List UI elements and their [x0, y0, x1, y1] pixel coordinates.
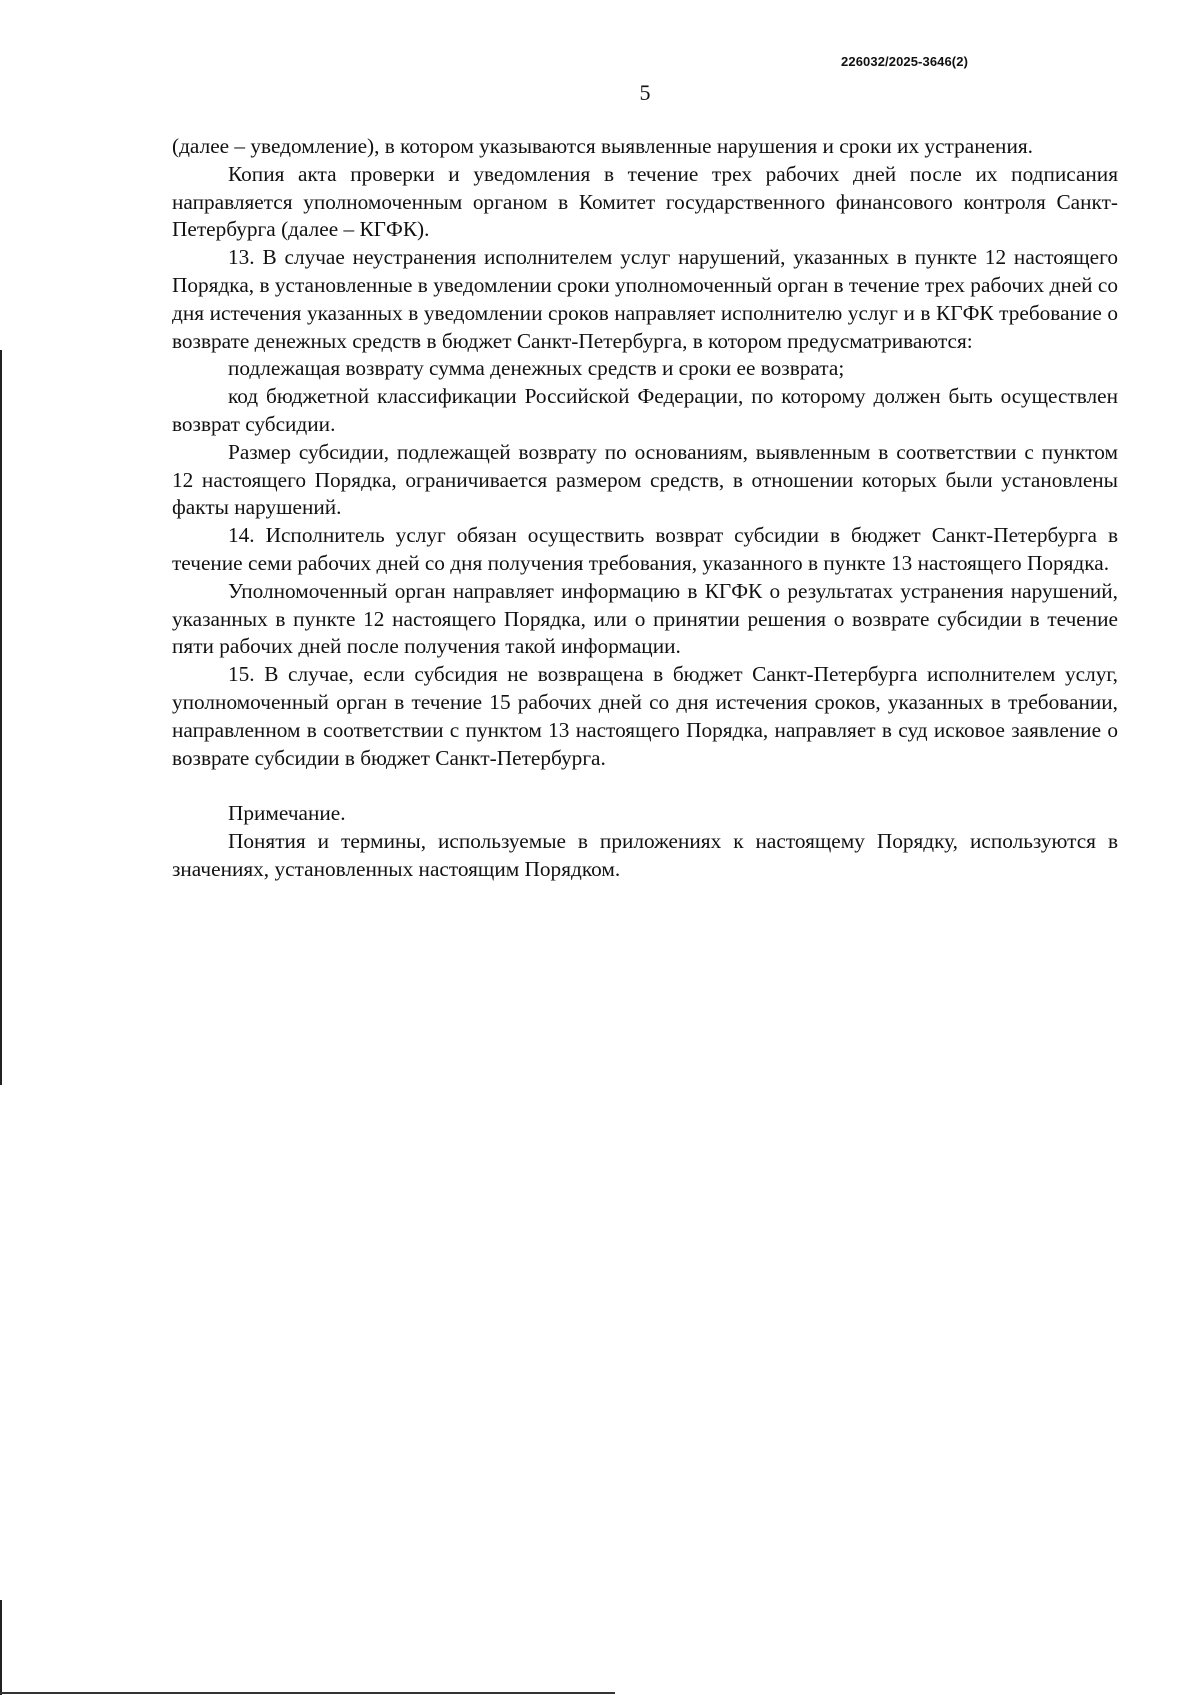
note-text: Понятия и термины, используемые в приложениях к настоящему Порядку, используются в значениях, установленных настоящим Порядком. [172, 829, 1118, 881]
scan-edge-line [0, 350, 2, 1085]
paragraph-item-15: 15. В случае, если субсидия не возвращена в бюджет Санкт-Петербурга исполнителем услуг, уполномоченный орган в течение 15 рабочих дней со дня истечения сроков, указанных в требовании, направленном в соответствии с пунктом 13 настоящего Порядка, направляет в суд исковое заявление о возврате субсидии в бюджет Санкт-Петербурга. [172, 662, 1118, 770]
scan-edge-line-lower [0, 1600, 2, 1695]
paragraph-budget-code: код бюджетной классификации Российской Федерации, по которому должен быть осуществлен возврат субсидии. [172, 384, 1118, 436]
note-title: Примечание. [228, 801, 346, 826]
paragraph-item-14: 14. Исполнитель услуг обязан осуществить возврат субсидии в бюджет Санкт-Петербурга в течение семи рабочих дней со дня получения требования, указанного в пункте 13 настоящего Порядка. [172, 523, 1118, 575]
document-body [172, 133, 1118, 884]
paragraph-refund-amount: подлежащая возврату сумма денежных средств и сроки ее возврата; [228, 356, 845, 381]
paragraph-authority-info: Уполномоченный орган направляет информацию в КГФК о результатах устранения нарушений, указанных в пункте 12 настоящего Порядка, или о принятии решения о возврате субсидии в течение пяти рабочих дней после получения такой информации. [172, 578, 1118, 659]
paragraph-item-13: 13. В случае неустранения исполнителем услуг нарушений, указанных в пункте 12 настоящего Порядка, в установленные в уведомлении сроки уполномоченный орган в течение трех рабочих дней со дня истечения указанных в уведомлении сроков направляет исполнителю услуг и в КГФК требование о возврате денежных средств в бюджет Санкт-Петербурга, в котором предусматриваются: [172, 245, 1118, 353]
paragraph-subsidy-size: Размер субсидии, подлежащей возврату по основаниям, выявленным в соответствии с пунктом 12 настоящего Порядка, ограничивается размером средств, в отношении которых были установлены факты нарушений. [172, 439, 1118, 520]
page-number: 5 [639, 80, 651, 105]
scan-edge-bottom-line [0, 1692, 615, 1694]
paragraph-act-copy: Копия акта проверки и уведомления в течение трех рабочих дней после их подписания направляется уполномоченным органом в Комитет государственного финансового контроля Санкт-Петербурга (далее – КГФК). [172, 161, 1118, 242]
paragraph-continuation: (далее – уведомление), в котором указываются выявленные нарушения и сроки их устранения. [172, 134, 1033, 158]
document-number: 226032/2025-3646(2) [841, 54, 968, 69]
